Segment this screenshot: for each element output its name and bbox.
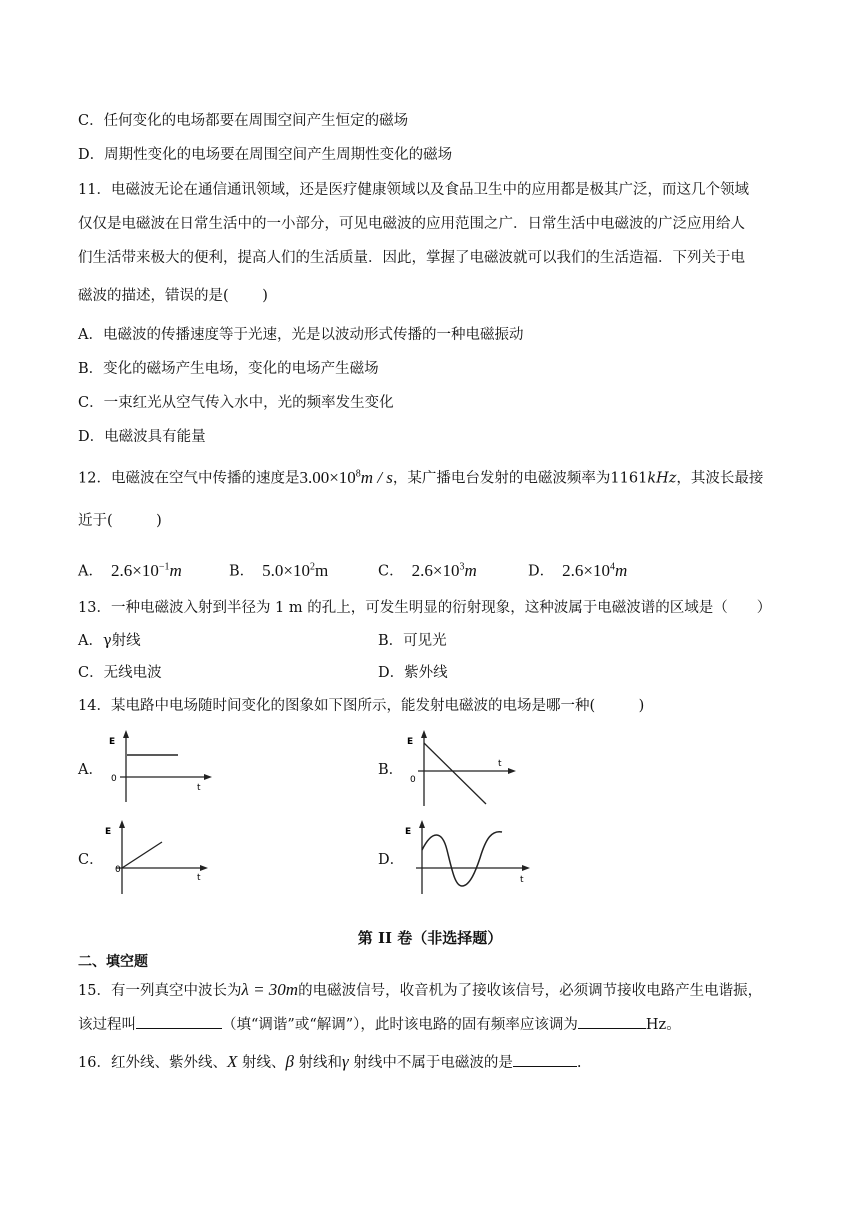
q12-option-b: [229, 556, 328, 583]
option-formula: [111, 561, 182, 580]
q15-stem-line2: [78, 1014, 681, 1035]
option-letter: D．: [528, 563, 555, 580]
mantissa: 2.6×10: [411, 560, 460, 580]
q11-option-c: C．一束红光从空气传入水中，光的频率发生变化: [78, 395, 394, 411]
q11-stem-line1: 11．电磁波无论在通信通讯领域，还是医疗健康领域以及食品卫生中的应用都是极其广泛，而这几个领域: [78, 182, 749, 198]
exponent: 3: [459, 561, 465, 572]
q13-stem: 13．一种电磁波入射到半径为 1 m 的孔上，可发生明显的衍射现象，这种波属于电磁波谱的区域是（ ）: [78, 600, 772, 616]
q14-graph-c-label: C．: [78, 852, 104, 868]
axis-y-label: E: [105, 827, 112, 837]
axis-x-label: t: [197, 783, 201, 793]
exponent: 4: [609, 561, 615, 572]
q12-stem-line1: [78, 464, 763, 489]
q12-stem-text-post: ，其波长最接: [676, 470, 764, 487]
q16-text-mid2: 射线和: [293, 1055, 343, 1071]
q12-freq-unit: kHz: [647, 470, 677, 487]
q12-option-d: [528, 556, 627, 583]
q14-graph-a: [104, 730, 214, 805]
q16-x-symbol: X: [226, 1052, 238, 1071]
q16-text: 16．红外线、紫外线、: [78, 1055, 227, 1071]
unit: m: [315, 560, 329, 580]
q16-text-post: 射线中不属于电磁波的是: [348, 1055, 513, 1071]
q16-text-mid1: 射线、: [237, 1055, 286, 1071]
unit: m: [614, 560, 628, 580]
exponent: −1: [158, 561, 170, 572]
unit: m: [464, 560, 477, 580]
q12-speed-unit: m / s: [360, 467, 393, 487]
q15-lambda: λ = 30m: [241, 980, 299, 999]
q15-text-line2-mid: （填“调谐”或“解调”），此时该电路的固有频率应该调为: [222, 1017, 578, 1033]
axis-y-label: E: [405, 827, 412, 837]
q11-stem-line3: 们生活带来极大的便利，提高人们的生活质量．因此，掌握了电磁波就可以我们的生活造福．下列关于电: [78, 250, 745, 266]
mantissa: 2.6×10: [562, 560, 610, 580]
option-formula: [562, 561, 627, 580]
q12-stem-text-mid: ，某广播电台发射的电磁波频率为: [392, 470, 611, 487]
q13-option-b: B．可见光: [378, 633, 447, 649]
q11-option-d: D．电磁波具有能量: [78, 429, 206, 445]
axis-y-label: E: [407, 737, 414, 747]
mantissa: 5.0×10: [262, 560, 310, 580]
q14-stem: 14．某电路中电场随时间变化的图象如下图所示，能发射电磁波的电场是哪一种( ): [78, 698, 645, 714]
axis-x-label: t: [520, 875, 524, 885]
q14-graph-d: [400, 820, 535, 898]
q14-graph-b-label: B．: [378, 762, 404, 778]
q15-text-post: 的电磁波信号，收音机为了接收该信号，必须调节接收电路产生电谐振，: [298, 983, 763, 999]
q11-option-a: A．电磁波的传播速度等于光速，光是以波动形式传播的一种电磁振动: [78, 327, 524, 343]
q10-option-d: D．周期性变化的电场要在周围空间产生周期性变化的磁场: [78, 147, 453, 163]
q12-speed-formula: [299, 468, 392, 487]
q14-graph-c: [102, 820, 212, 898]
q12-option-a: [78, 556, 182, 583]
q11-stem-line4: 磁波的描述，错误的是( ): [78, 288, 268, 304]
unit: m: [169, 560, 182, 580]
option-formula: [262, 561, 328, 580]
q14-graph-b: [402, 730, 522, 810]
q16-blank[interactable]: [513, 1052, 577, 1067]
section-title: 第 II 卷（非选择题）: [357, 929, 503, 947]
axis-x-label: t: [197, 873, 201, 883]
q15-blank-2[interactable]: [578, 1014, 646, 1029]
option-letter: B．: [229, 563, 255, 580]
q11-stem-line2: 仅仅是电磁波在日常生活中的一小部分，可见电磁波的应用范围之广．日常生活中电磁波的广泛应用给人: [78, 216, 745, 232]
mantissa: 2.6×10: [110, 560, 159, 580]
q11-option-b: B．变化的磁场产生电场，变化的电场产生磁场: [78, 361, 379, 377]
q12-freq: 1161: [610, 470, 648, 487]
q15-blank-1[interactable]: [136, 1014, 222, 1029]
section-subtitle: 二、填空题: [78, 954, 148, 970]
axis-y-label: E: [109, 737, 116, 747]
axis-x-label: t: [498, 759, 502, 769]
q16-beta-symbol: β: [285, 1052, 294, 1071]
option-letter: A．: [78, 563, 103, 580]
origin-label: 0: [111, 774, 117, 784]
q14-graph-a-label: A．: [78, 762, 103, 778]
q10-option-c: C．任何变化的电场都要在周围空间产生恒定的磁场: [78, 113, 409, 129]
q15-text-line2: 该过程叫: [78, 1017, 136, 1033]
q15-unit: Hz。: [645, 1017, 681, 1033]
q12-speed-exp: 8: [355, 468, 361, 479]
origin-label: 0: [115, 865, 121, 875]
q14-graph-d-label: D．: [378, 852, 405, 868]
q12-stem-line2: 近于( ): [78, 513, 162, 529]
q13-option-a: A．γ射线: [78, 633, 141, 649]
q12-option-c: [378, 556, 477, 583]
q12-stem-text: 12．电磁波在空气中传播的速度是: [78, 470, 300, 487]
q15-text: 15．有一列真空中波长为: [78, 983, 242, 999]
origin-label: 0: [410, 775, 416, 785]
q13-option-d: D．紫外线: [378, 665, 448, 681]
option-formula: [412, 561, 477, 580]
q12-speed-mantissa: 3.00×10: [299, 467, 356, 487]
q13-option-c: C．无线电波: [78, 665, 162, 681]
q16-gamma-symbol: γ: [342, 1052, 349, 1071]
q16-stem: [78, 1052, 581, 1073]
q15-stem-line1: [78, 980, 762, 1001]
q16-end: .: [576, 1055, 582, 1071]
exponent: 2: [310, 561, 315, 572]
option-letter: C．: [378, 563, 404, 580]
